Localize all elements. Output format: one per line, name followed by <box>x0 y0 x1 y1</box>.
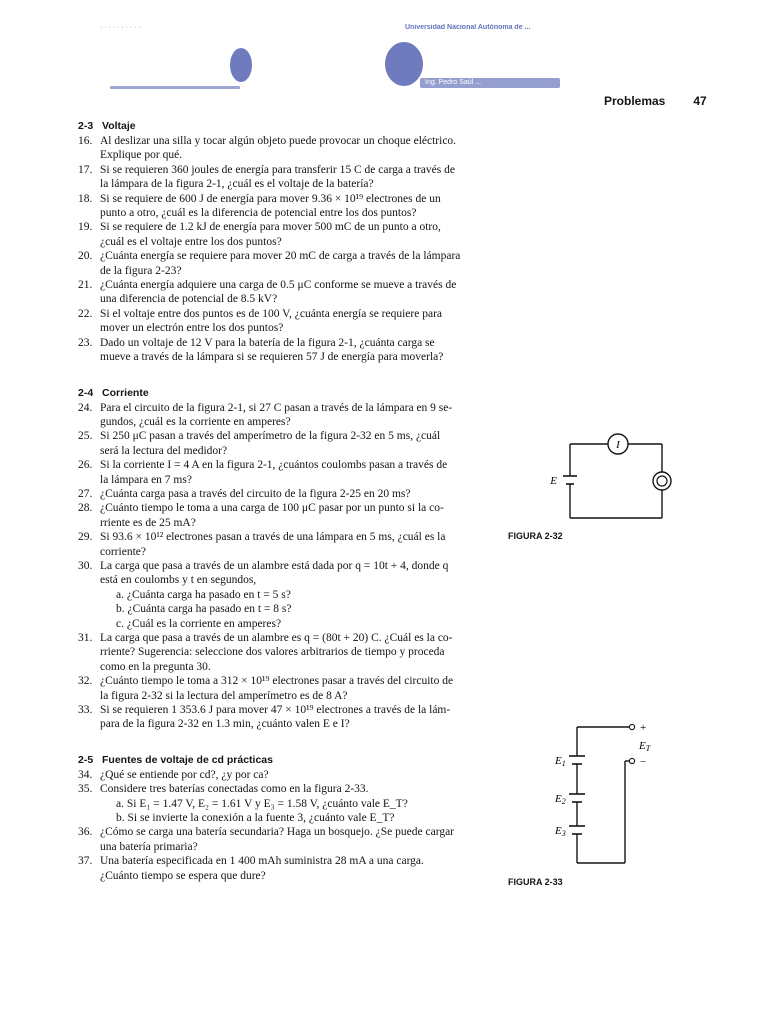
problem-number: 26. <box>78 459 93 472</box>
section-title: Corriente <box>102 386 149 399</box>
problem-number: 33. <box>78 704 93 717</box>
problem-line: La carga que pasa a través de un alambre está dada por q = 10t + 4, donde q <box>100 559 449 572</box>
svg-text:E1 <box>554 755 566 768</box>
sub-question: a. Si E₁ = 1.47 V, E₂ = 1.61 V y E₃ = 1.58 V, ¿cuánto vale E_T? <box>116 797 408 810</box>
section-title: Fuentes de voltaje de cd prácticas <box>102 753 273 766</box>
problem-line: una diferencia de potencial de 8.5 kV? <box>100 293 278 306</box>
battery-icon <box>563 476 577 484</box>
problem-item <box>78 278 490 307</box>
problem-line: como en la pregunta 30. <box>100 660 211 673</box>
problem-line: corriente? <box>100 545 146 558</box>
section-heading <box>78 120 490 132</box>
stamp-left-line <box>110 86 240 89</box>
problem-number: 21. <box>78 279 93 292</box>
problem-line: la lámpara en 7 ms? <box>100 473 192 486</box>
problem-item <box>78 220 490 249</box>
problem-item <box>78 458 490 487</box>
problem-item <box>78 674 490 703</box>
terminal-minus <box>629 758 634 763</box>
problem-line: Dado un voltaje de 12 V para la batería de la figura 2-1, ¿cuánta carga se <box>100 336 435 349</box>
problem-number: 36. <box>78 826 93 839</box>
figure-2-33-caption: FIGURA 2-33 <box>508 877 563 887</box>
svg-text:E3 <box>554 825 566 838</box>
problem-line: mueve a través de la lámpara si se requieren 57 J de energía para moverla? <box>100 351 444 364</box>
problem-line: Considere tres baterías conectadas como en la figura 2-33. <box>100 783 369 796</box>
problem-item <box>78 825 490 854</box>
problem-line: Si se requieren 360 joules de energía para transferir 15 C de carga a través de <box>100 163 455 176</box>
stamp-right-emblem <box>385 42 423 86</box>
ammeter-label: I <box>616 439 620 451</box>
problem-number: 24. <box>78 401 93 414</box>
running-header <box>604 94 707 108</box>
problem-number: 31. <box>78 632 93 644</box>
problem-line: ¿Cuánto tiempo se espera que dure? <box>100 869 266 882</box>
problem-line: está en coulombs y t en segundos, <box>100 574 257 587</box>
section-gap <box>78 732 490 754</box>
stamp-left-text: · · · · · · · · · · <box>100 24 141 31</box>
problem-line: ¿Cuánta energía se requiere para mover 20 mC de carga a través de la lámpara <box>100 250 461 263</box>
sub-question: b. ¿Cuánta carga ha pasado en t = 8 s? <box>116 603 292 616</box>
problem-line: Una batería especificada en 1 400 mAh suministra 28 mA a una carga. <box>100 855 424 868</box>
problem-number: 32. <box>78 675 93 688</box>
problem-line: rriente? Sugerencia: seleccione dos valores arbitrarios de tiempo y proceda <box>100 646 445 659</box>
problem-number: 37. <box>78 855 93 868</box>
section-heading <box>78 387 490 399</box>
section-gap <box>78 365 490 387</box>
problem-item <box>78 249 490 278</box>
sub-question: a. ¿Cuánta carga ha pasado en t = 5 s? <box>116 588 291 601</box>
problem-line: Si se requieren 1 353.6 J para mover 47 × 10¹⁹ electrones a través de la lám- <box>100 704 451 717</box>
section-name: Problemas <box>604 94 666 108</box>
problem-line: ¿cuál es el voltaje entre los dos puntos? <box>100 235 282 248</box>
problem-number: 27. <box>78 487 93 500</box>
problem-line: gundos, ¿cuál es la corriente en amperes? <box>100 415 291 428</box>
problem-line: Si 93.6 × 10¹² electrones pasan a través de una lámpara en 5 ms, ¿cuál es la <box>100 531 446 544</box>
svg-text:E2 <box>554 793 566 806</box>
battery-e3-icon <box>569 826 585 834</box>
problem-number: 28. <box>78 502 93 515</box>
problem-line: ¿Cuánto tiempo le toma a 312 × 10¹⁹ electrones pasar a través del circuito de <box>100 675 454 688</box>
battery-e1-icon <box>569 756 585 764</box>
e2-sub: 2 <box>561 797 566 806</box>
problem-line: Si la corriente I = 4 A en la figura 2-1, ¿cuántos coulombs pasan a través de <box>100 459 448 472</box>
problem-item <box>78 192 490 221</box>
terminal-plus <box>629 724 634 729</box>
battery-e2-icon <box>569 794 585 802</box>
problem-line: Si el voltaje entre dos puntos es de 100 V, ¿cuánta energía se requiere para <box>100 307 443 320</box>
section-heading <box>78 754 490 766</box>
problem-line: ¿Cuánta energía adquiere una carga de 0.5 μC conforme se mueve a través de <box>100 279 457 292</box>
stamp-right-subtext: Ing. Pedro Saúl ... <box>425 79 482 86</box>
problem-line: Si 250 μC pasan a través del amperímetro de la figura 2-32 en 5 ms, ¿cuál <box>100 430 441 443</box>
problem-line: ¿Qué se entiende por cd?, ¿y por ca? <box>100 768 269 781</box>
problem-line: Si se requiere de 1.2 kJ de energía para mover 500 mC de un punto a otro, <box>100 221 441 234</box>
section-number: 2-5 <box>78 753 94 766</box>
problem-item <box>78 487 490 501</box>
et-label: E <box>639 740 646 752</box>
e3-sub: 3 <box>561 829 566 838</box>
e2-label: E <box>555 793 562 805</box>
plus-label: + <box>640 722 647 734</box>
svg-text:ET <box>638 740 651 753</box>
e3-label: E <box>555 825 562 837</box>
problem-number: 25. <box>78 430 93 443</box>
problem-number: 30. <box>78 559 93 572</box>
problem-number: 16. <box>78 135 93 147</box>
problem-item <box>78 134 490 163</box>
sub-question: c. ¿Cuál es la corriente en amperes? <box>116 617 282 630</box>
problem-item <box>78 703 490 732</box>
problem-line: para de la figura 2-32 en 1.3 min, ¿cuánto valen E e I? <box>100 718 350 731</box>
section-number: 2-3 <box>78 120 94 132</box>
problem-item <box>78 631 490 674</box>
sub-question: b. Si se invierte la conexión a la fuente 3, ¿cuánto vale E_T? <box>116 812 395 825</box>
figure-2-32-caption: FIGURA 2-32 <box>508 531 563 541</box>
problem-line: la lámpara de la figura 2-1, ¿cuál es el voltaje de la batería? <box>100 178 374 191</box>
problem-line: ¿Cuánta carga pasa a través del circuito de la figura 2-25 en 20 ms? <box>100 487 411 500</box>
problem-number: 20. <box>78 250 93 263</box>
problem-item <box>78 163 490 192</box>
problem-item <box>78 501 490 530</box>
problem-item <box>78 559 490 631</box>
problem-line: de la figura 2-23? <box>100 264 182 277</box>
problem-number: 22. <box>78 307 93 320</box>
problem-item <box>78 429 490 458</box>
problem-number: 23. <box>78 336 93 349</box>
problem-line: punto a otro, ¿cuál es la diferencia de potencial entre los dos puntos? <box>100 207 417 220</box>
source-label: E <box>550 475 557 487</box>
problem-number: 34. <box>78 768 93 781</box>
e1-sub: 1 <box>561 759 566 768</box>
page-number: 47 <box>693 94 707 108</box>
problem-line: rriente es de 25 mA? <box>100 516 196 529</box>
problem-number: 29. <box>78 531 93 544</box>
problem-item <box>78 401 490 430</box>
figure-2-32-circuit <box>545 430 685 530</box>
problem-line: una batería primaria? <box>100 840 198 853</box>
et-sub: T <box>645 744 651 753</box>
problem-line: Al deslizar una silla y tocar algún objeto puede provocar un choque eléctrico. <box>100 135 457 147</box>
problem-line: será la lectura del medidor? <box>100 444 228 457</box>
problem-item <box>78 307 490 336</box>
problem-line: ¿Cuánto tiempo le toma a una carga de 100 μC pasar por un punto si la co- <box>100 502 444 515</box>
e1-label: E <box>555 755 562 767</box>
problem-item <box>78 782 490 825</box>
problem-number: 35. <box>78 783 93 796</box>
figure-2-33 <box>545 715 675 880</box>
problem-line: Para el circuito de la figura 2-1, si 27 C pasan a través de la lámpara en 9 se- <box>100 401 453 414</box>
problem-item <box>78 336 490 365</box>
problem-number: 18. <box>78 192 93 205</box>
problem-line: Explique por qué. <box>100 149 183 162</box>
problem-item <box>78 854 490 883</box>
problem-line: la figura 2-32 si la lectura del amperímetro es de 8 A? <box>100 689 348 702</box>
problem-item <box>78 530 490 559</box>
problems-column <box>78 120 490 883</box>
problem-number: 17. <box>78 163 93 176</box>
problem-line: La carga que pasa a través de un alambre es q = (80t + 20) C. ¿Cuál es la co- <box>100 632 453 644</box>
stamp-left-emblem <box>230 48 252 82</box>
problem-line: ¿Cómo se carga una batería secundaria? Haga un bosquejo. ¿Se puede cargar <box>100 826 455 839</box>
section-title: Voltaje <box>102 120 136 132</box>
stamp-right-text: Universidad Nacional Autónoma de ... <box>405 24 531 31</box>
problem-number: 19. <box>78 221 93 234</box>
problem-item <box>78 768 490 782</box>
figure-2-32 <box>545 430 685 535</box>
minus-label: − <box>640 756 647 768</box>
section-number: 2-4 <box>78 386 94 399</box>
lamp-icon <box>653 472 671 490</box>
figure-2-33-circuit <box>545 715 675 875</box>
problem-line: mover un electrón entre los dos puntos? <box>100 322 284 335</box>
problem-line: Si se requiere de 600 J de energía para mover 9.36 × 10¹⁹ electrones de un <box>100 192 441 205</box>
